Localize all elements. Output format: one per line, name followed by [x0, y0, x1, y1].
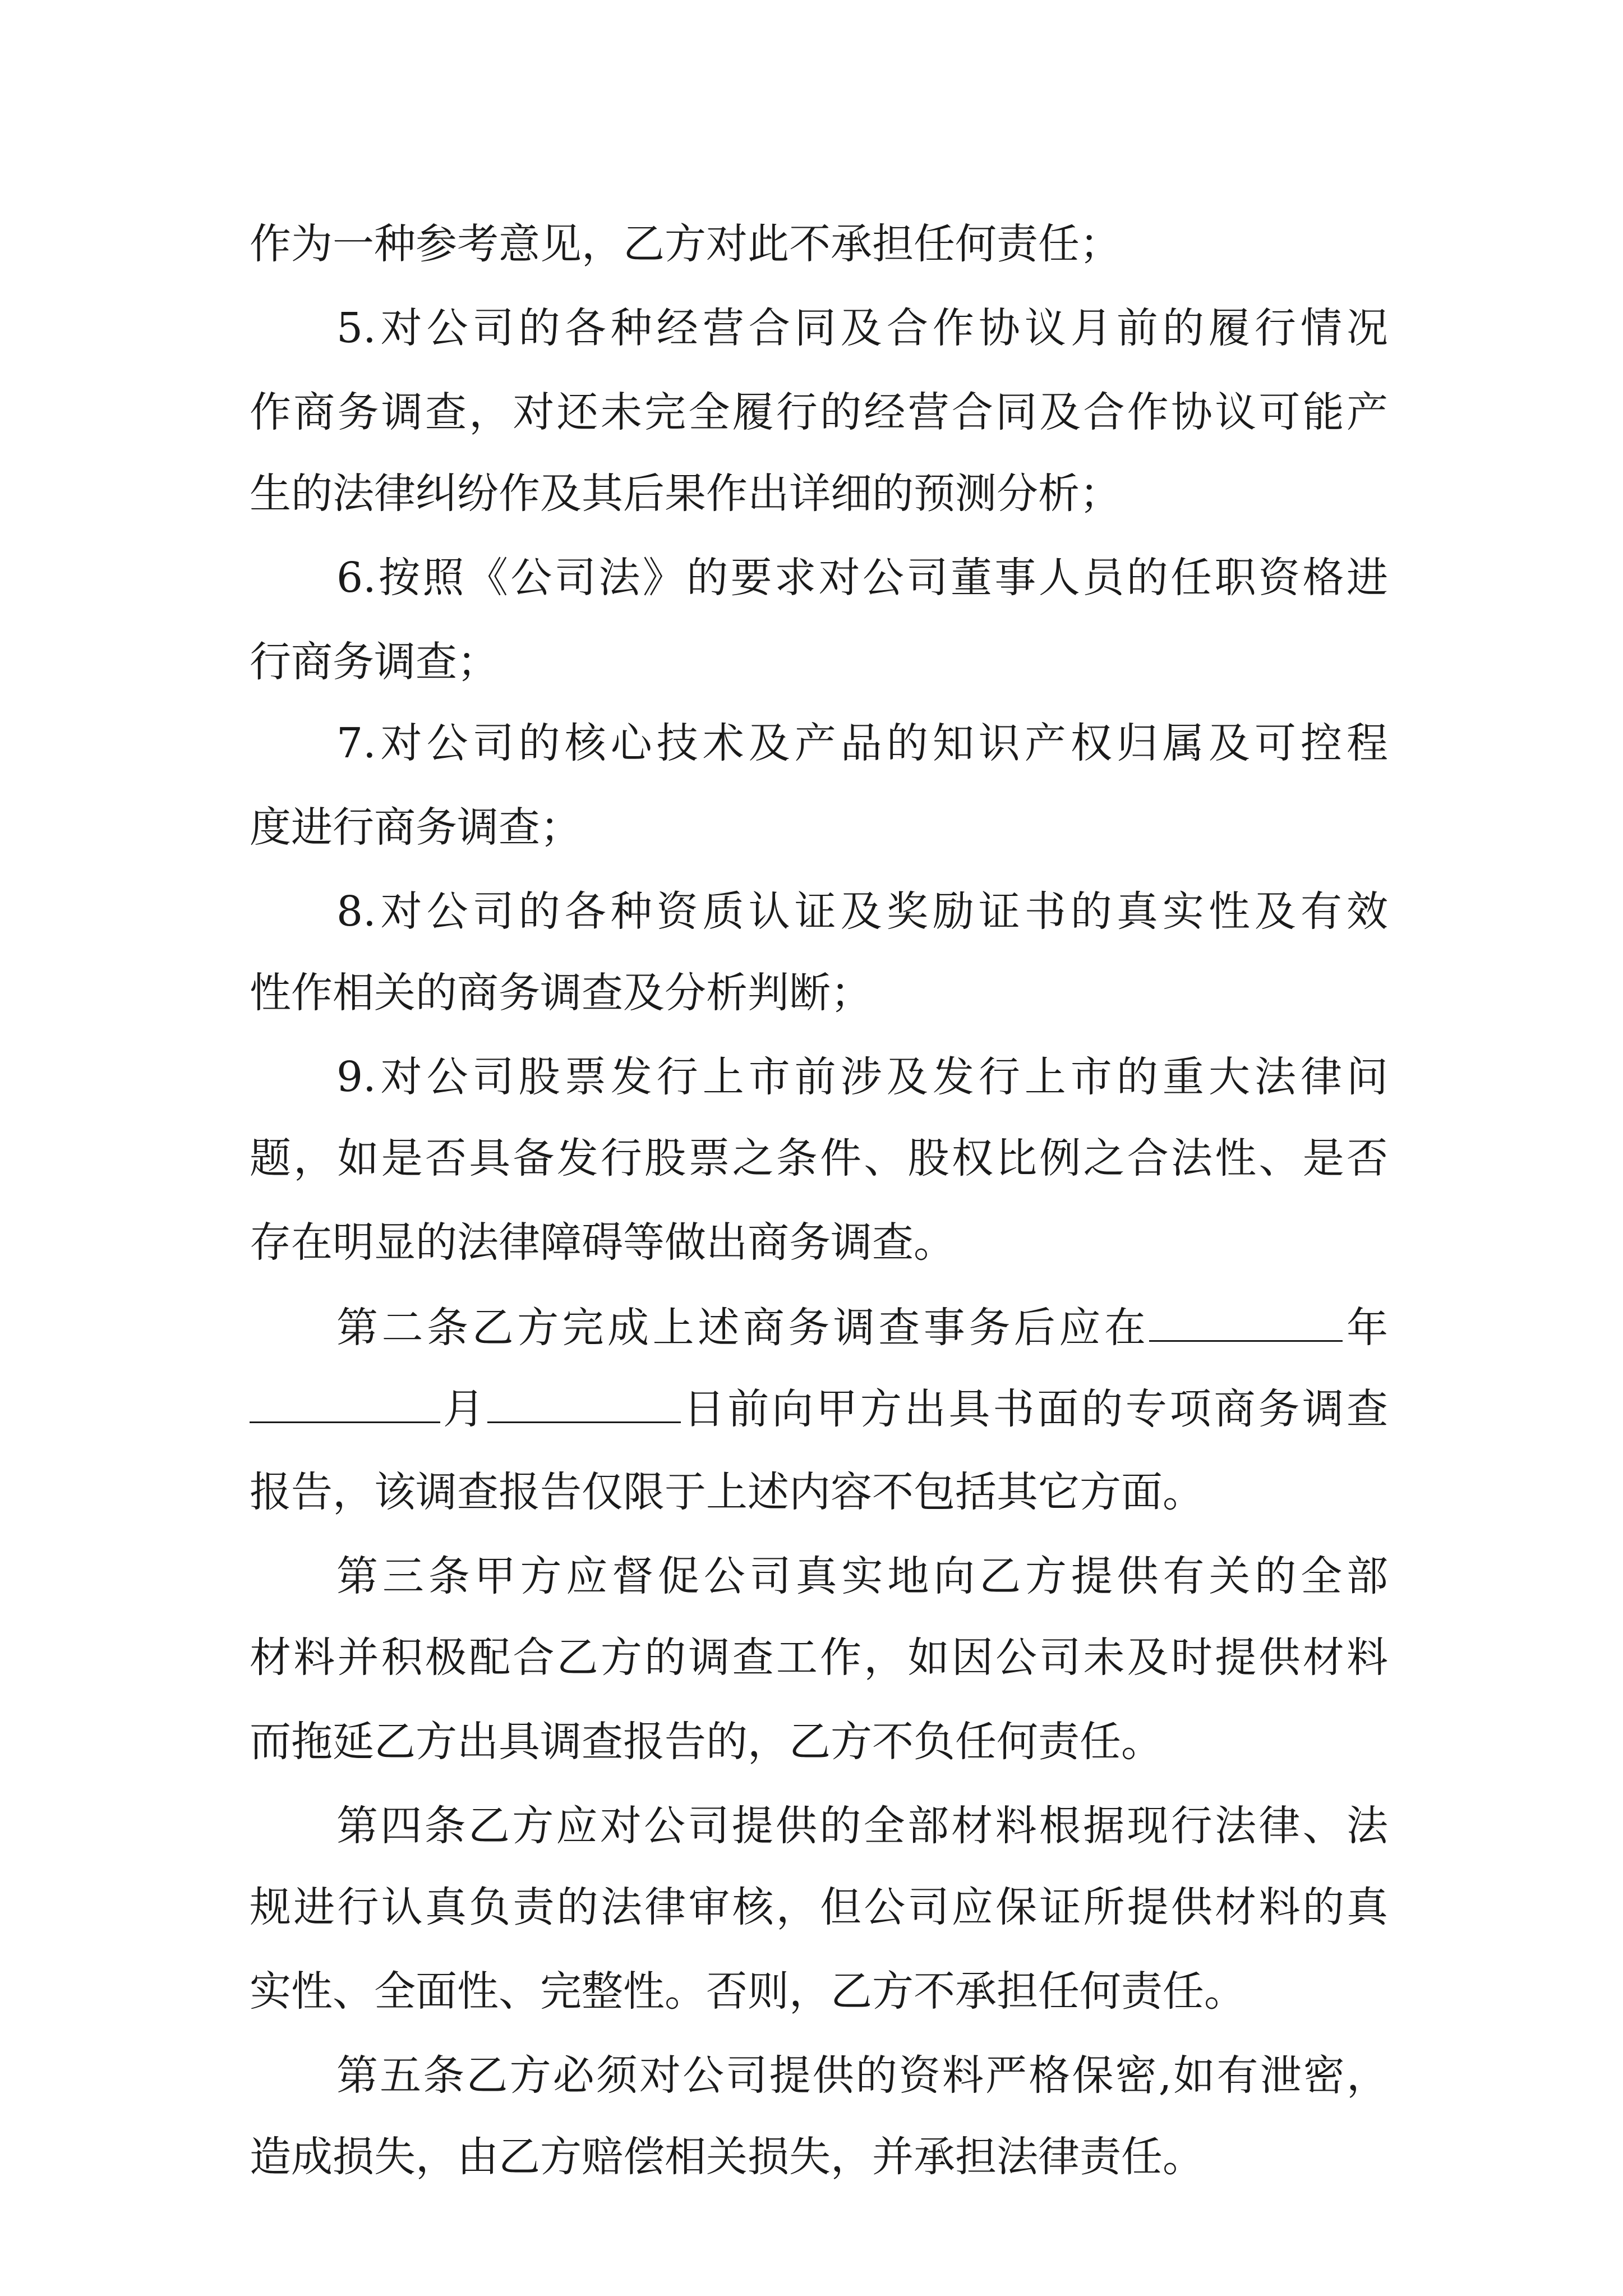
text-line: 行商务调查； [250, 638, 499, 686]
month-blank[interactable] [250, 1380, 440, 1423]
text-line [336, 1299, 1388, 1355]
text-line: 材料并积极配合乙方的调查工作，如因公司未及时提供材料 [250, 1634, 1388, 1682]
text-line: 5.对公司的各种经营合同及合作协议月前的履行情况 [336, 304, 1388, 352]
clause-text: 日前向甲方出具书面的专项商务调查 [680, 1385, 1389, 1433]
text-line: 实性、全面性、完整性。否则，乙方不承担任何责任。 [250, 1967, 1246, 2016]
text-line: 生的法律纠纷作及其后果作出详细的预测分析； [250, 470, 1121, 518]
text-line: 造成损失，由乙方赔偿相关损失，并承担法律责任。 [250, 2133, 1204, 2181]
text-line: 7.对公司的核心技术及产品的知识产权归属及可控程 [336, 719, 1388, 767]
text-line: 作商务调查，对还未完全履行的经营合同及合作协议可能产 [250, 388, 1388, 436]
clause-text: 第二条乙方完成上述商务调查事务后应在 [336, 1304, 1150, 1352]
year-label: 年 [1343, 1304, 1389, 1352]
text-line: 9.对公司股票发行上市前涉及发行上市的重大法律问 [336, 1053, 1388, 1101]
text-line: 报告，该调查报告仅限于上述内容不包括其它方面。 [250, 1468, 1204, 1516]
text-line: 第五条乙方必须对公司提供的资料严格保密,如有泄密， [336, 2051, 1388, 2100]
day-blank[interactable] [487, 1380, 681, 1423]
text-line: 性作相关的商务调查及分析判断； [250, 969, 872, 1017]
text-line: 题，如是否具备发行股票之条件、股权比例之合法性、是否 [250, 1134, 1388, 1182]
text-line [250, 1380, 1388, 1436]
text-line: 第四条乙方应对公司提供的全部材料根据现行法律、法 [336, 1802, 1388, 1850]
text-line: 而拖延乙方出具调查报告的，乙方不负任何责任。 [250, 1718, 1163, 1766]
text-line: 第三条甲方应督促公司真实地向乙方提供有关的全部 [336, 1552, 1388, 1600]
text-line: 8.对公司的各种资质认证及奖励证书的真实性及有效 [336, 887, 1388, 936]
year-blank[interactable] [1149, 1299, 1343, 1342]
text-line: 存在明显的法律障碍等做出商务调查。 [250, 1218, 955, 1267]
text-line: 规进行认真负责的法律审核，但公司应保证所提供材料的真 [250, 1883, 1388, 1931]
text-line: 6.按照《公司法》的要求对公司董事人员的任职资格进 [336, 554, 1388, 602]
month-label: 月 [440, 1385, 487, 1433]
text-line: 作为一种参考意见，乙方对此不承担任何责任； [250, 220, 1121, 268]
text-line: 度进行商务调查； [250, 803, 582, 852]
